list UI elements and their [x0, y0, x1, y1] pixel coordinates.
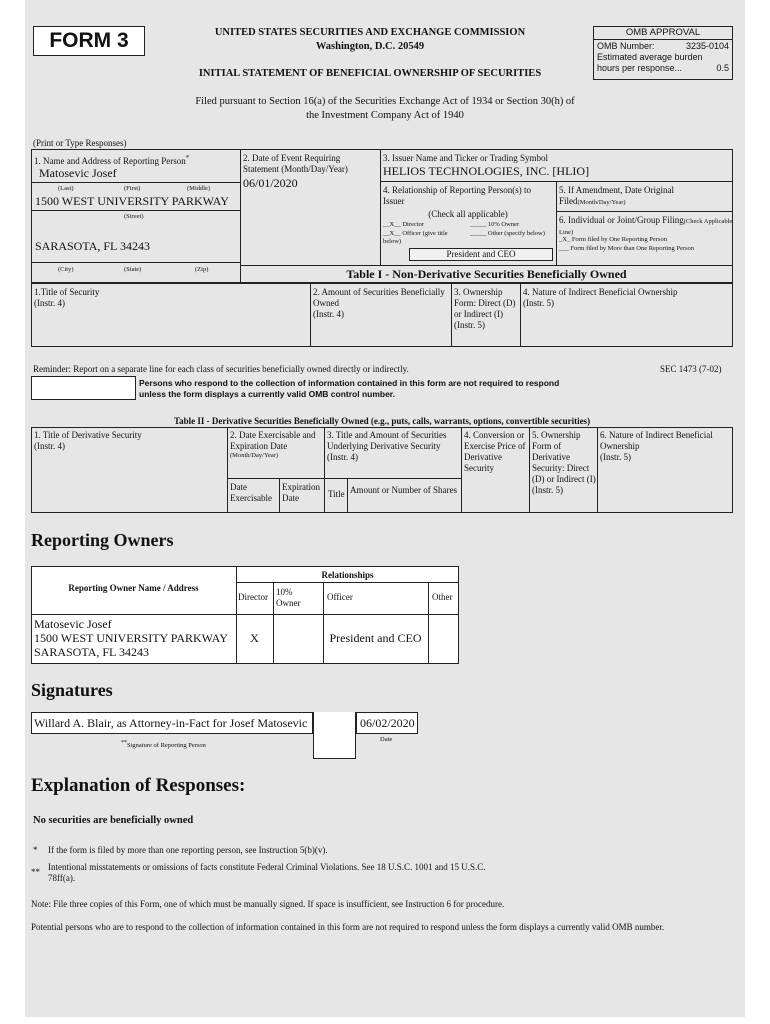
signature-date: 06/02/2020: [360, 716, 415, 730]
agency-name: UNITED STATES SECURITIES AND EXCHANGE COMMISSION: [214, 27, 526, 38]
officer-value: President and CEO: [329, 631, 422, 645]
omb-number-label: OMB Number:: [597, 41, 655, 51]
explanation-heading: Explanation of Responses:: [31, 775, 246, 796]
first-label: (First): [124, 185, 141, 192]
filed-pursuant-cont: the Investment Company Act of 1940: [306, 110, 464, 121]
owner-name: Matosevic Josef: [34, 617, 112, 631]
owner-name-header: Reporting Owner Name / Address: [68, 583, 199, 593]
box6-check: (Check Applicable Line): [559, 218, 733, 236]
last-label: (Last): [58, 185, 74, 192]
box6-option-more: ___ Form filed by More than One Reporting Person: [559, 245, 695, 252]
potential-text: Potential persons who are to respond to the collection of information contained in this form are not required to respond unless the form displays a currently valid OMB number.: [31, 922, 665, 932]
burden-label: Estimated average burden: [597, 52, 703, 62]
no-securities: No securities are beneficially owned: [33, 815, 194, 826]
title-header: Title: [328, 489, 345, 499]
table1-col1: 1.Title of Security (Instr. 4): [34, 287, 100, 308]
director-option: __X__ Director: [383, 221, 424, 228]
table1-col4: 4. Nature of Indirect Beneficial Ownership (Instr. 5): [523, 287, 678, 308]
filed-pursuant: Filed pursuant to Section 16(a) of the Securities Exchange Act of 1934 or Section 30(h) of: [195, 96, 575, 107]
table1-title: Table I - Non-Derivative Securities Beneficially Owned: [346, 267, 627, 281]
signatures-heading: Signatures: [31, 680, 113, 700]
reporting-person-name: Matosevic Josef: [39, 166, 117, 180]
issuer-name: HELIOS TECHNOLOGIES, INC. [HLIO]: [383, 164, 590, 178]
street-label: (Street): [124, 213, 144, 220]
amount-header: Amount or Number of Shares: [350, 485, 457, 495]
signature-label: **Signature of Reporting Person: [121, 740, 206, 750]
footnote1: If the form is filed by more than one reporting person, see Instruction 5(b)(v).: [48, 845, 328, 855]
city-label: (City): [58, 266, 74, 273]
ten-pct-option: _____ 10% Owner: [470, 221, 520, 228]
reporting-owners-heading: Reporting Owners: [31, 530, 174, 550]
sec-number: SEC 1473 (7-02): [660, 364, 722, 374]
box2-label: 2. Date of Event Requiring Statement (Month/Day/Year): [243, 153, 348, 174]
box1-asterisk: *: [185, 154, 190, 162]
box3-label: 3. Issuer Name and Ticker or Trading Symbol: [383, 153, 548, 163]
zip-label: (Zip): [195, 266, 209, 273]
officer-option: __X__ Officer (give title below): [383, 230, 448, 245]
footnote2-line1: Intentional misstatements or omissions of facts constitute Federal Criminal Violations. See 18 U.S.C. 1001 and 15 U.S.C.: [48, 862, 486, 872]
table2-title: Table II - Derivative Securities Beneficially Owned (e.g., puts, calls, warrants, options, convertible securities): [173, 416, 591, 426]
reporting-person-street: 1500 WEST UNIVERSITY PARKWAY: [35, 194, 229, 208]
signer-box: [31, 712, 313, 734]
table2-col5: 5. Ownership Form of Derivative Security: Direct (D) or Indirect (I) (Instr. 5): [532, 430, 596, 495]
table2-col2: 2. Date Exercisable and Expiration Date (Month/Day/Year): [230, 430, 316, 459]
owner-city: SARASOTA, FL 34243: [34, 645, 149, 659]
agency-location: Washington, D.C. 20549: [315, 41, 425, 52]
persons-respond-line2: unless the form displays a currently valid OMB control number.: [139, 389, 396, 399]
omb-number: 3235-0104: [685, 41, 729, 51]
reporting-person-city: SARASOTA, FL 34243: [35, 239, 150, 253]
form-label-box: [33, 26, 145, 56]
box4-label: 4. Relationship of Reporting Person(s) to Issuer: [383, 185, 531, 206]
table2-col3: 3. Title and Amount of Securities Underlying Derivative Security (Instr. 4): [327, 430, 447, 462]
other-header: Other: [432, 592, 453, 602]
date-label: Date: [380, 736, 393, 743]
signer-name: Willard A. Blair, as Attorney-in-Fact for Josef Matosevic: [34, 716, 308, 730]
table1-col3: 3. Ownership Form: Direct (D) or Indirect (I) (Instr. 5): [454, 287, 516, 330]
other-option: _____ Other (specify below): [470, 230, 545, 237]
date-box: [356, 712, 418, 734]
officer-header: Officer: [327, 592, 353, 602]
box6-label: 6. Individual or Joint/Group Filing(Check Applicable Line): [559, 215, 733, 236]
middle-label: (Middle): [187, 185, 211, 192]
state-label: (State): [124, 266, 142, 273]
reminder-text: Reminder: Report on a separate line for each class of securities beneficially owned directly or indirectly.: [33, 364, 409, 374]
box5-sub: (Month/Day/Year): [577, 199, 626, 206]
signature-gap-box: [313, 712, 356, 759]
table2-col6: 6. Nature of Indirect Beneficial Ownership (Instr. 5): [600, 430, 713, 462]
expiration-date-header: Expiration Date: [282, 482, 320, 503]
omb-title: OMB APPROVAL: [594, 27, 732, 40]
footnote2-line2: 78ff(a).: [48, 873, 76, 883]
check-all-label: (Check all applicable): [428, 209, 508, 219]
ten-pct-header: 10% Owner: [276, 587, 301, 608]
officer-title: President and CEO: [409, 248, 553, 261]
box5-label: 5. If Amendment, Date Original Filed(Month/Day/Year): [559, 185, 674, 206]
table1-col2: 2. Amount of Securities Beneficially Owned (Instr. 4): [313, 287, 445, 319]
owner-street: 1500 WEST UNIVERSITY PARKWAY: [34, 631, 228, 645]
director-mark: X: [250, 631, 259, 645]
date-exercisable-header: Date Exercisable: [230, 482, 272, 503]
table2-col1: 1. Title of Derivative Security (Instr. 4): [34, 430, 142, 451]
director-header: Director: [238, 592, 268, 602]
form-label: FORM 3: [49, 29, 129, 52]
box1-label: 1. Name and Address of Reporting Person*: [34, 154, 190, 166]
form-title: INITIAL STATEMENT OF BENEFICIAL OWNERSHIP OF SECURITIES: [198, 68, 542, 79]
box6-option-one: _X_ Form filed by One Reporting Person: [559, 236, 667, 243]
persons-respond-box: [31, 376, 136, 400]
burden-hours-label: hours per response...: [597, 63, 683, 73]
table2-col4: 4. Conversion or Exercise Price of Derivative Security: [464, 430, 526, 473]
event-date: 06/01/2020: [243, 176, 298, 190]
note-text: Note: File three copies of this Form, one of which must be manually signed. If space is insufficient, see Instruction 6 for procedure.: [31, 899, 505, 909]
footnote1-mark: *: [33, 845, 38, 855]
omb-box: [593, 26, 733, 80]
footnote2-mark: **: [31, 867, 40, 877]
relationships-header: Relationships: [321, 570, 374, 580]
print-note: (Print or Type Responses): [33, 138, 127, 148]
persons-respond-line1: Persons who respond to the collection of information contained in this form are not required to respond: [139, 378, 560, 388]
burden-hours: 0.5: [716, 63, 729, 73]
